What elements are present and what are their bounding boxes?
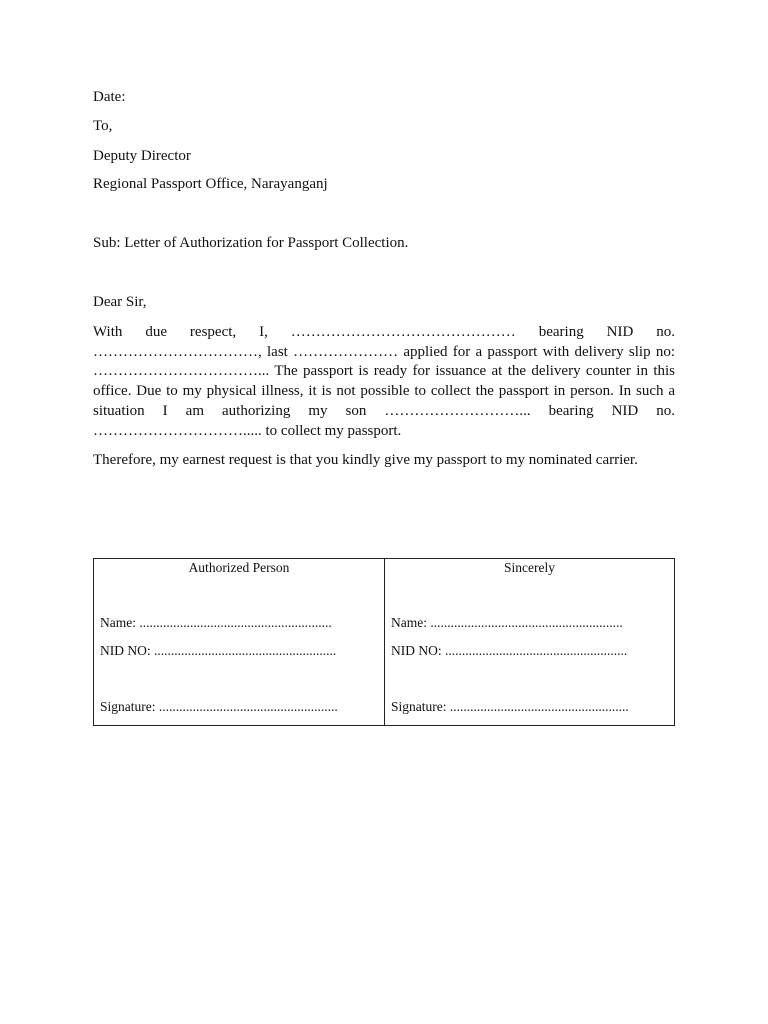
authorized-signature-field: Signature: .....................................................: [100, 699, 338, 714]
date-label: Date:: [93, 89, 126, 105]
body-paragraph-2: Therefore, my earnest request is that you kindly give my passport to my nominated carrier.: [93, 452, 638, 468]
authorized-nid-field: NID NO: ......................................................: [100, 643, 337, 658]
recipient-office: Regional Passport Office, Narayanganj: [93, 176, 328, 192]
to-label: To,: [93, 118, 113, 134]
authorized-person-heading: Authorized Person: [188, 560, 290, 575]
sincerely-column: [384, 559, 674, 725]
sincerely-name-field: Name: .........................................................: [391, 615, 623, 630]
sincerely-heading: Sincerely: [504, 560, 555, 575]
signature-table: [93, 558, 675, 726]
body-paragraph-1: With due respect, I, ……………………………………… bearing NID no. ……………………………, last ………………… applied for a passport with delivery slip no: ……………………………... The passport is ready for issuance at the delivery counter in this office. Due to my physical illness, it is not possible to collect the passport in person. In such a situation I am authorizing my son ………………………... bearing NID no. …………………………..... to collect my passport.: [93, 324, 675, 439]
sincerely-nid-field: NID NO: ......................................................: [391, 643, 628, 658]
salutation: Dear Sir,: [93, 294, 147, 310]
authorized-name-field: Name: .........................................................: [100, 615, 332, 630]
recipient-title: Deputy Director: [93, 148, 191, 164]
authorized-person-column: [94, 559, 384, 725]
sincerely-signature-field: Signature: .....................................................: [391, 699, 629, 714]
subject-line: Sub: Letter of Authorization for Passport Collection.: [93, 235, 409, 251]
